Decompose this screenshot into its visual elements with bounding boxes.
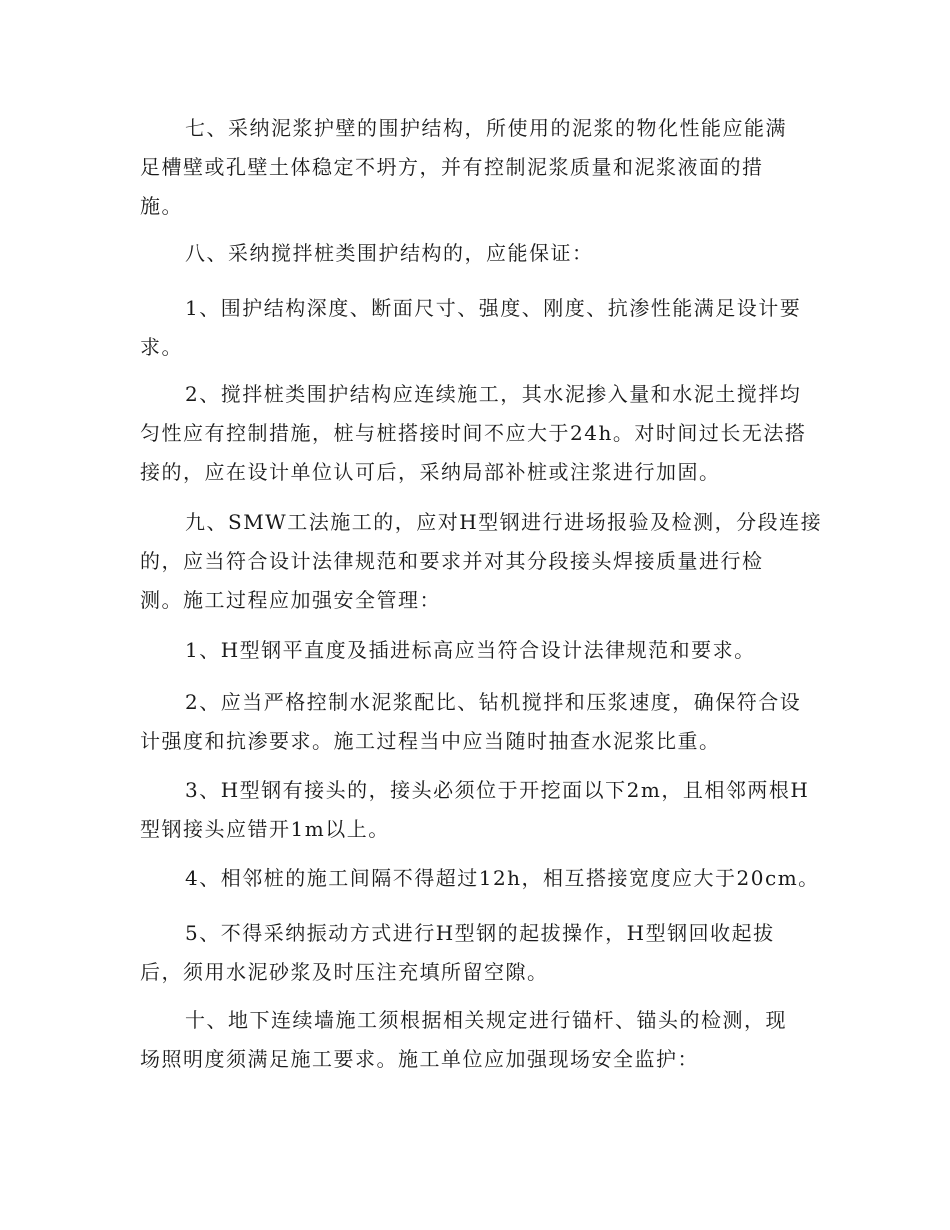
paragraph-line: 1、H型钢平直度及插进标高应当符合设计法律规范和要求。 xyxy=(185,638,756,662)
paragraph-8 xyxy=(140,234,820,273)
paragraph-9-item-5 xyxy=(140,914,820,992)
paragraph-9-item-4 xyxy=(140,859,820,898)
paragraph-line: 型钢接头应错开1m以上。 xyxy=(140,817,390,841)
paragraph-line: 计强度和抗渗要求。施工过程当中应当随时抽查水泥浆比重。 xyxy=(140,729,721,753)
paragraph-line: 1、围护结构深度、断面尺寸、强度、刚度、抗渗性能满足设计要 xyxy=(185,296,802,320)
paragraph-7 xyxy=(140,109,820,226)
paragraph-line: 七、采纳泥浆护壁的围护结构，所使用的泥浆的物化性能应能满 xyxy=(185,116,787,140)
paragraph-line: 2、搅拌桩类围护结构应连续施工，其水泥掺入量和水泥土搅拌均 xyxy=(185,382,802,406)
paragraph-9 xyxy=(140,503,823,620)
paragraph-9-item-1 xyxy=(140,631,820,670)
paragraph-9-item-3 xyxy=(140,771,820,849)
paragraph-line: 4、相邻桩的施工间隔不得超过12h，相互搭接宽度应大于20cm。 xyxy=(185,866,820,890)
paragraph-line: 2、应当严格控制水泥浆配比、钻机搅拌和压浆速度，确保符合设 xyxy=(185,690,802,714)
paragraph-line: 3、H型钢有接头的，接头必须位于开挖面以下2m，且相邻两根H xyxy=(185,778,810,802)
paragraph-line: 匀性应有控制措施，桩与桩搭接时间不应大于24h。对时间过长无法搭 xyxy=(140,421,807,445)
paragraph-line: 求。 xyxy=(140,335,183,359)
paragraph-line: 八、采纳搅拌桩类围护结构的，应能保证： xyxy=(185,241,594,265)
paragraph-line: 的，应当符合设计法律规范和要求并对其分段接头焊接质量进行检 xyxy=(140,549,764,573)
paragraph-line: 十、地下连续墙施工须根据相关规定进行锚杆、锚头的检测，现 xyxy=(185,1008,787,1032)
paragraph-line: 后，须用水泥砂浆及时压注充填所留空隙。 xyxy=(140,960,549,984)
paragraph-line: 测。施工过程应加强安全管理： xyxy=(140,588,441,612)
paragraph-line: 接的，应在设计单位认可后，采纳局部补桩或注浆进行加固。 xyxy=(140,460,721,484)
paragraph-9-item-2 xyxy=(140,683,820,761)
paragraph-8-item-2 xyxy=(140,375,820,492)
paragraph-10 xyxy=(140,1001,820,1079)
paragraph-line: 5、不得采纳振动方式进行H型钢的起拔操作，H型钢回收起拔 xyxy=(185,921,775,945)
paragraph-line: 九、SMW工法施工的，应对H型钢进行进场报验及检测，分段连接 xyxy=(185,510,823,534)
paragraph-8-item-1 xyxy=(140,289,820,367)
paragraph-line: 场照明度须满足施工要求。施工单位应加强现场安全监护： xyxy=(140,1047,699,1071)
paragraph-line: 足槽壁或孔壁土体稳定不坍方，并有控制泥浆质量和泥浆液面的措 xyxy=(140,155,764,179)
paragraph-line: 施。 xyxy=(140,194,183,218)
